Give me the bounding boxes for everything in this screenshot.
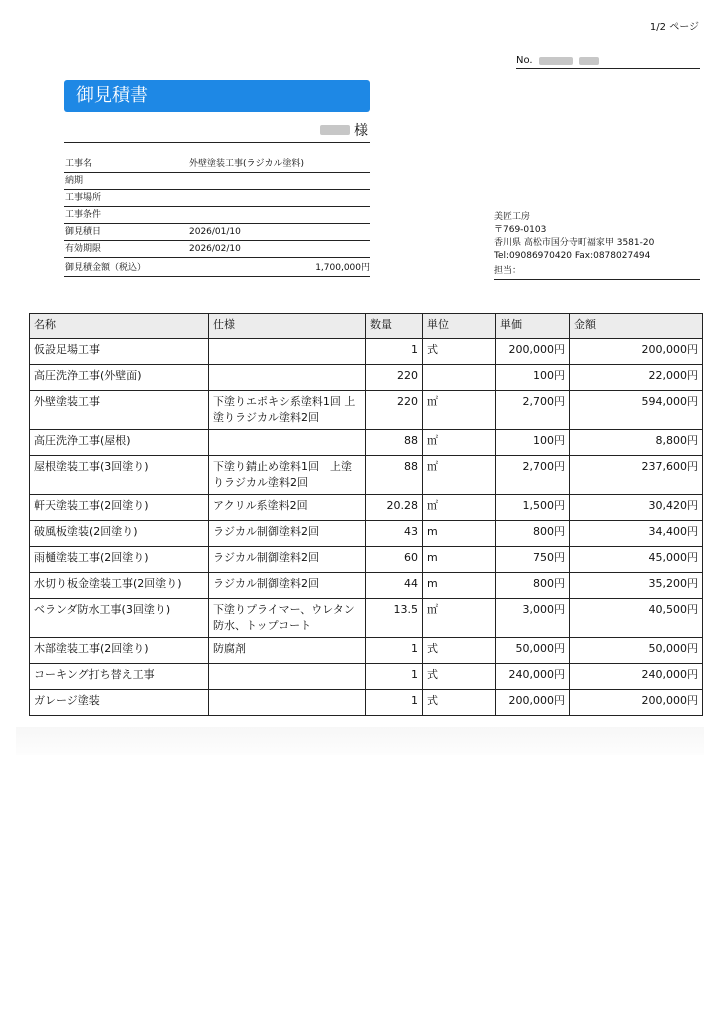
item-amount: 34,400円 bbox=[570, 521, 703, 547]
item-unit: m bbox=[423, 573, 496, 599]
info-row bbox=[64, 173, 370, 190]
item-name: コーキング打ち替え工事 bbox=[30, 664, 209, 690]
info-value bbox=[189, 207, 370, 223]
item-unit-price: 200,000円 bbox=[496, 339, 570, 365]
item-spec: 下塗りプライマー、ウレタン防水、トップコート bbox=[209, 599, 366, 638]
info-value bbox=[189, 190, 370, 206]
info-value bbox=[189, 173, 370, 189]
header-name: 名称 bbox=[30, 314, 209, 339]
info-label: 御見積日 bbox=[65, 227, 102, 237]
estimate-total bbox=[64, 259, 370, 277]
estimate-total-amount: 1,700,000円 bbox=[315, 263, 370, 273]
item-name: 高圧洗浄工事(屋根) bbox=[30, 430, 209, 456]
item-unit-price: 800円 bbox=[496, 573, 570, 599]
item-unit: ㎡ bbox=[423, 495, 496, 521]
header-unit-price: 単価 bbox=[496, 314, 570, 339]
estimate-table bbox=[29, 313, 703, 716]
item-spec bbox=[209, 339, 366, 365]
item-unit: ㎡ bbox=[423, 599, 496, 638]
item-amount: 200,000円 bbox=[570, 339, 703, 365]
item-quantity: 1 bbox=[366, 690, 423, 716]
table-row bbox=[30, 456, 703, 495]
item-unit-price: 1,500円 bbox=[496, 495, 570, 521]
item-name: 破風板塗装(2回塗り) bbox=[30, 521, 209, 547]
header-unit: 単位 bbox=[423, 314, 496, 339]
item-amount: 45,000円 bbox=[570, 547, 703, 573]
item-quantity: 43 bbox=[366, 521, 423, 547]
item-spec: 下塗り錆止め塗料1回 上塗りラジカル塗料2回 bbox=[209, 456, 366, 495]
item-unit-price: 50,000円 bbox=[496, 638, 570, 664]
item-spec bbox=[209, 365, 366, 391]
document-title: 御見積書 bbox=[64, 80, 370, 112]
info-row bbox=[64, 190, 370, 207]
table-row bbox=[30, 547, 703, 573]
info-value: 外壁塗装工事(ラジカル塗料) bbox=[189, 159, 305, 169]
info-label: 工事場所 bbox=[65, 193, 102, 203]
info-label: 工事条件 bbox=[65, 210, 102, 220]
item-name: 水切り板金塗装工事(2回塗り) bbox=[30, 573, 209, 599]
item-quantity: 1 bbox=[366, 339, 423, 365]
item-name: 木部塗装工事(2回塗り) bbox=[30, 638, 209, 664]
company-postal: 〒769-0103 bbox=[494, 225, 547, 235]
item-spec: ラジカル制御塗料2回 bbox=[209, 573, 366, 599]
item-unit: 式 bbox=[423, 638, 496, 664]
item-name: ガレージ塗装 bbox=[30, 690, 209, 716]
table-row bbox=[30, 391, 703, 430]
info-label: 有効期限 bbox=[65, 244, 102, 254]
item-amount: 22,000円 bbox=[570, 365, 703, 391]
item-unit-price: 800円 bbox=[496, 521, 570, 547]
item-amount: 35,200円 bbox=[570, 573, 703, 599]
info-value: 2026/01/10 bbox=[189, 227, 241, 237]
info-row bbox=[64, 241, 370, 258]
table-row bbox=[30, 638, 703, 664]
item-quantity: 88 bbox=[366, 456, 423, 495]
redacted-text bbox=[539, 57, 573, 65]
item-spec: アクリル系塗料2回 bbox=[209, 495, 366, 521]
item-amount: 237,600円 bbox=[570, 456, 703, 495]
item-unit-price: 750円 bbox=[496, 547, 570, 573]
item-unit-price: 200,000円 bbox=[496, 690, 570, 716]
table-row bbox=[30, 573, 703, 599]
page-shade bbox=[16, 727, 704, 755]
page-number: 1/2 ページ bbox=[649, 22, 699, 33]
item-amount: 240,000円 bbox=[570, 664, 703, 690]
item-quantity: 1 bbox=[366, 664, 423, 690]
info-row bbox=[64, 224, 370, 241]
company-representative: 担当： bbox=[494, 265, 700, 280]
item-unit: ㎡ bbox=[423, 430, 496, 456]
item-amount: 200,000円 bbox=[570, 690, 703, 716]
item-amount: 40,500円 bbox=[570, 599, 703, 638]
item-unit-price: 2,700円 bbox=[496, 456, 570, 495]
item-unit-price: 100円 bbox=[496, 365, 570, 391]
item-spec: 下塗りエポキシ系塗料1回 上塗りラジカル塗料2回 bbox=[209, 391, 366, 430]
item-quantity: 13.5 bbox=[366, 599, 423, 638]
company-contact: Tel:09086970420 Fax:0878027494 bbox=[494, 251, 651, 261]
item-unit: ㎡ bbox=[423, 456, 496, 495]
item-spec bbox=[209, 664, 366, 690]
estimate-total-label: 御見積金額（税込） bbox=[65, 263, 147, 273]
customer-name bbox=[64, 118, 370, 143]
item-unit: m bbox=[423, 521, 496, 547]
item-name: 軒天塗装工事(2回塗り) bbox=[30, 495, 209, 521]
table-header-row bbox=[30, 314, 703, 339]
info-row bbox=[64, 207, 370, 224]
company-name: 美匠工房 bbox=[494, 212, 531, 222]
item-name: 仮設足場工事 bbox=[30, 339, 209, 365]
table-row bbox=[30, 495, 703, 521]
item-unit-price: 240,000円 bbox=[496, 664, 570, 690]
item-amount: 8,800円 bbox=[570, 430, 703, 456]
item-quantity: 60 bbox=[366, 547, 423, 573]
table-row bbox=[30, 430, 703, 456]
table-row bbox=[30, 521, 703, 547]
item-quantity: 1 bbox=[366, 638, 423, 664]
info-label: 工事名 bbox=[65, 159, 93, 169]
item-unit-price: 3,000円 bbox=[496, 599, 570, 638]
table-row bbox=[30, 339, 703, 365]
table-row bbox=[30, 664, 703, 690]
item-unit: 式 bbox=[423, 690, 496, 716]
item-unit: 式 bbox=[423, 339, 496, 365]
table-row bbox=[30, 365, 703, 391]
header-amount: 金額 bbox=[570, 314, 703, 339]
company-info bbox=[494, 211, 700, 280]
item-unit: ㎡ bbox=[423, 391, 496, 430]
item-unit-price: 2,700円 bbox=[496, 391, 570, 430]
item-quantity: 88 bbox=[366, 430, 423, 456]
item-unit-price: 100円 bbox=[496, 430, 570, 456]
estimate-number bbox=[516, 55, 700, 69]
item-amount: 594,000円 bbox=[570, 391, 703, 430]
table-row bbox=[30, 599, 703, 638]
item-spec: ラジカル制御塗料2回 bbox=[209, 521, 366, 547]
info-label: 納期 bbox=[65, 176, 84, 186]
company-address: 香川県 高松市国分寺町福家甲 3581-20 bbox=[494, 238, 655, 248]
item-name: 外壁塗装工事 bbox=[30, 391, 209, 430]
estimate-number-label: No. bbox=[516, 55, 533, 66]
item-name: 雨樋塗装工事(2回塗り) bbox=[30, 547, 209, 573]
item-amount: 50,000円 bbox=[570, 638, 703, 664]
item-name: 高圧洗浄工事(外壁面) bbox=[30, 365, 209, 391]
table-row bbox=[30, 690, 703, 716]
header-spec: 仕様 bbox=[209, 314, 366, 339]
item-spec: 防腐剤 bbox=[209, 638, 366, 664]
item-spec bbox=[209, 690, 366, 716]
header-quantity: 数量 bbox=[366, 314, 423, 339]
item-spec bbox=[209, 430, 366, 456]
item-unit: m bbox=[423, 547, 496, 573]
item-quantity: 220 bbox=[366, 365, 423, 391]
item-amount: 30,420円 bbox=[570, 495, 703, 521]
item-quantity: 20.28 bbox=[366, 495, 423, 521]
item-name: 屋根塗装工事(3回塗り) bbox=[30, 456, 209, 495]
item-spec: ラジカル制御塗料2回 bbox=[209, 547, 366, 573]
item-quantity: 220 bbox=[366, 391, 423, 430]
item-quantity: 44 bbox=[366, 573, 423, 599]
redacted-text bbox=[579, 57, 599, 65]
redacted-customer bbox=[320, 125, 350, 135]
item-unit: 式 bbox=[423, 664, 496, 690]
project-info bbox=[64, 156, 370, 277]
info-value: 2026/02/10 bbox=[189, 244, 241, 254]
customer-honorific: 様 bbox=[354, 123, 368, 139]
item-unit bbox=[423, 365, 496, 391]
info-row bbox=[64, 156, 370, 173]
item-name: ベランダ防水工事(3回塗り) bbox=[30, 599, 209, 638]
